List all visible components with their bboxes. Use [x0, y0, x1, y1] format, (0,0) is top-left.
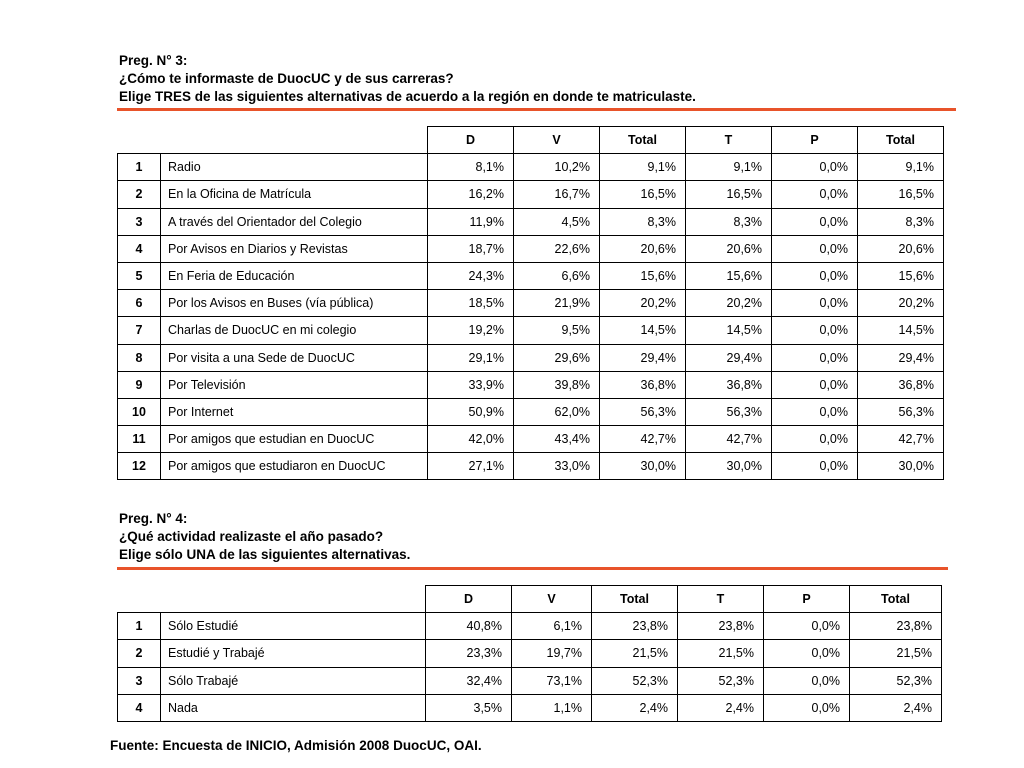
value-cell: 0,0%: [772, 426, 858, 453]
row-label: Estudié y Trabajé: [161, 640, 426, 667]
source-note: Fuente: Encuesta de INICIO, Admisión 2008 DuocUC, OAI.: [110, 738, 482, 753]
row-number: 11: [118, 426, 161, 453]
value-cell: 30,0%: [686, 453, 772, 480]
value-cell: 0,0%: [772, 344, 858, 371]
row-label: Nada: [161, 694, 426, 721]
table-header-row: [118, 586, 942, 613]
value-cell: 42,7%: [600, 426, 686, 453]
column-header: V: [514, 127, 600, 154]
value-cell: 0,0%: [772, 290, 858, 317]
table-row: [118, 613, 942, 640]
value-cell: 42,7%: [858, 426, 944, 453]
value-cell: 0,0%: [764, 694, 850, 721]
value-cell: 39,8%: [514, 371, 600, 398]
value-cell: 15,6%: [600, 262, 686, 289]
table-row: [118, 235, 944, 262]
value-cell: 9,1%: [686, 154, 772, 181]
value-cell: 0,0%: [764, 667, 850, 694]
column-header: V: [512, 586, 592, 613]
question-4-divider: [117, 567, 948, 570]
column-header: D: [426, 586, 512, 613]
value-cell: 9,1%: [600, 154, 686, 181]
column-header: Total: [600, 127, 686, 154]
row-label: Por Avisos en Diarios y Revistas: [161, 235, 428, 262]
value-cell: 6,6%: [514, 262, 600, 289]
value-cell: 15,6%: [686, 262, 772, 289]
value-cell: 21,5%: [850, 640, 942, 667]
row-number: 6: [118, 290, 161, 317]
value-cell: 6,1%: [512, 613, 592, 640]
column-header: T: [686, 127, 772, 154]
value-cell: 27,1%: [428, 453, 514, 480]
value-cell: 8,3%: [858, 208, 944, 235]
table-row: [118, 667, 942, 694]
value-cell: 0,0%: [772, 317, 858, 344]
header-blank-cell: [118, 127, 428, 154]
value-cell: 50,9%: [428, 398, 514, 425]
value-cell: 0,0%: [772, 371, 858, 398]
row-number: 10: [118, 398, 161, 425]
row-label: Sólo Estudié: [161, 613, 426, 640]
value-cell: 20,2%: [600, 290, 686, 317]
value-cell: 9,5%: [514, 317, 600, 344]
question-4-instruction: Elige sólo UNA de las siguientes alternativas.: [119, 547, 411, 562]
value-cell: 14,5%: [686, 317, 772, 344]
question-4-table: [117, 585, 942, 722]
table-row: [118, 262, 944, 289]
row-number: 3: [118, 667, 161, 694]
table-header-row: [118, 127, 944, 154]
value-cell: 42,0%: [428, 426, 514, 453]
value-cell: 9,1%: [858, 154, 944, 181]
value-cell: 33,0%: [514, 453, 600, 480]
question-3-divider: [117, 108, 956, 111]
column-header: Total: [858, 127, 944, 154]
value-cell: 8,3%: [600, 208, 686, 235]
row-label: En Feria de Educación: [161, 262, 428, 289]
value-cell: 62,0%: [514, 398, 600, 425]
row-number: 4: [118, 235, 161, 262]
value-cell: 21,5%: [678, 640, 764, 667]
value-cell: 29,6%: [514, 344, 600, 371]
value-cell: 52,3%: [678, 667, 764, 694]
value-cell: 15,6%: [858, 262, 944, 289]
value-cell: 0,0%: [772, 262, 858, 289]
table-row: [118, 290, 944, 317]
value-cell: 24,3%: [428, 262, 514, 289]
row-label: Por Televisión: [161, 371, 428, 398]
column-header: Total: [850, 586, 942, 613]
value-cell: 16,2%: [428, 181, 514, 208]
column-header: P: [764, 586, 850, 613]
value-cell: 14,5%: [600, 317, 686, 344]
column-header: D: [428, 127, 514, 154]
header-blank-cell: [118, 586, 426, 613]
value-cell: 0,0%: [772, 398, 858, 425]
value-cell: 23,8%: [592, 613, 678, 640]
value-cell: 23,8%: [678, 613, 764, 640]
row-number: 12: [118, 453, 161, 480]
value-cell: 30,0%: [858, 453, 944, 480]
row-number: 2: [118, 640, 161, 667]
row-number: 9: [118, 371, 161, 398]
table-row: [118, 181, 944, 208]
row-label: Radio: [161, 154, 428, 181]
value-cell: 29,4%: [686, 344, 772, 371]
table-row: [118, 344, 944, 371]
question-3-title: Preg. N° 3:: [119, 53, 188, 68]
row-label: Sólo Trabajé: [161, 667, 426, 694]
value-cell: 32,4%: [426, 667, 512, 694]
value-cell: 52,3%: [850, 667, 942, 694]
value-cell: 16,5%: [858, 181, 944, 208]
value-cell: 0,0%: [772, 181, 858, 208]
row-number: 5: [118, 262, 161, 289]
value-cell: 36,8%: [600, 371, 686, 398]
row-number: 2: [118, 181, 161, 208]
value-cell: 0,0%: [764, 640, 850, 667]
question-4-heading: [119, 510, 410, 564]
value-cell: 56,3%: [686, 398, 772, 425]
row-label: En la Oficina de Matrícula: [161, 181, 428, 208]
value-cell: 20,2%: [858, 290, 944, 317]
table-row: [118, 453, 944, 480]
value-cell: 8,3%: [686, 208, 772, 235]
value-cell: 22,6%: [514, 235, 600, 262]
value-cell: 18,5%: [428, 290, 514, 317]
value-cell: 33,9%: [428, 371, 514, 398]
value-cell: 20,6%: [686, 235, 772, 262]
value-cell: 56,3%: [858, 398, 944, 425]
table-row: [118, 317, 944, 344]
value-cell: 2,4%: [678, 694, 764, 721]
value-cell: 0,0%: [772, 154, 858, 181]
row-label: Por amigos que estudiaron en DuocUC: [161, 453, 428, 480]
value-cell: 1,1%: [512, 694, 592, 721]
value-cell: 18,7%: [428, 235, 514, 262]
value-cell: 20,2%: [686, 290, 772, 317]
question-4-title: Preg. N° 4:: [119, 511, 188, 526]
table-row: [118, 371, 944, 398]
row-number: 8: [118, 344, 161, 371]
table-row: [118, 694, 942, 721]
value-cell: 0,0%: [772, 208, 858, 235]
value-cell: 20,6%: [600, 235, 686, 262]
value-cell: 56,3%: [600, 398, 686, 425]
value-cell: 29,4%: [858, 344, 944, 371]
value-cell: 0,0%: [772, 235, 858, 262]
value-cell: 16,5%: [686, 181, 772, 208]
value-cell: 2,4%: [850, 694, 942, 721]
value-cell: 29,1%: [428, 344, 514, 371]
value-cell: 19,2%: [428, 317, 514, 344]
row-label: Por amigos que estudian en DuocUC: [161, 426, 428, 453]
value-cell: 19,7%: [512, 640, 592, 667]
value-cell: 21,5%: [592, 640, 678, 667]
value-cell: 3,5%: [426, 694, 512, 721]
value-cell: 52,3%: [592, 667, 678, 694]
question-3-text: ¿Cómo te informaste de DuocUC y de sus carreras?: [119, 71, 454, 86]
row-label: Por los Avisos en Buses (vía pública): [161, 290, 428, 317]
question-4-text: ¿Qué actividad realizaste el año pasado?: [119, 529, 384, 544]
value-cell: 21,9%: [514, 290, 600, 317]
column-header: P: [772, 127, 858, 154]
value-cell: 40,8%: [426, 613, 512, 640]
value-cell: 23,8%: [850, 613, 942, 640]
table-row: [118, 426, 944, 453]
value-cell: 42,7%: [686, 426, 772, 453]
row-number: 1: [118, 154, 161, 181]
row-number: 1: [118, 613, 161, 640]
question-3-instruction: Elige TRES de las siguientes alternativas de acuerdo a la región en donde te matriculaste.: [119, 89, 696, 104]
value-cell: 11,9%: [428, 208, 514, 235]
value-cell: 30,0%: [600, 453, 686, 480]
value-cell: 16,5%: [600, 181, 686, 208]
question-3-heading: [119, 52, 696, 106]
row-number: 4: [118, 694, 161, 721]
table-row: [118, 154, 944, 181]
question-3-table: [117, 126, 944, 480]
value-cell: 10,2%: [514, 154, 600, 181]
table-row: [118, 640, 942, 667]
table-row: [118, 208, 944, 235]
value-cell: 8,1%: [428, 154, 514, 181]
row-label: A través del Orientador del Colegio: [161, 208, 428, 235]
value-cell: 29,4%: [600, 344, 686, 371]
value-cell: 0,0%: [772, 453, 858, 480]
row-label: Por Internet: [161, 398, 428, 425]
column-header: Total: [592, 586, 678, 613]
row-number: 3: [118, 208, 161, 235]
row-number: 7: [118, 317, 161, 344]
value-cell: 36,8%: [686, 371, 772, 398]
value-cell: 36,8%: [858, 371, 944, 398]
value-cell: 73,1%: [512, 667, 592, 694]
value-cell: 16,7%: [514, 181, 600, 208]
row-label: Charlas de DuocUC en mi colegio: [161, 317, 428, 344]
value-cell: 2,4%: [592, 694, 678, 721]
row-label: Por visita a una Sede de DuocUC: [161, 344, 428, 371]
value-cell: 43,4%: [514, 426, 600, 453]
table-row: [118, 398, 944, 425]
column-header: T: [678, 586, 764, 613]
value-cell: 4,5%: [514, 208, 600, 235]
value-cell: 23,3%: [426, 640, 512, 667]
value-cell: 0,0%: [764, 613, 850, 640]
value-cell: 20,6%: [858, 235, 944, 262]
value-cell: 14,5%: [858, 317, 944, 344]
